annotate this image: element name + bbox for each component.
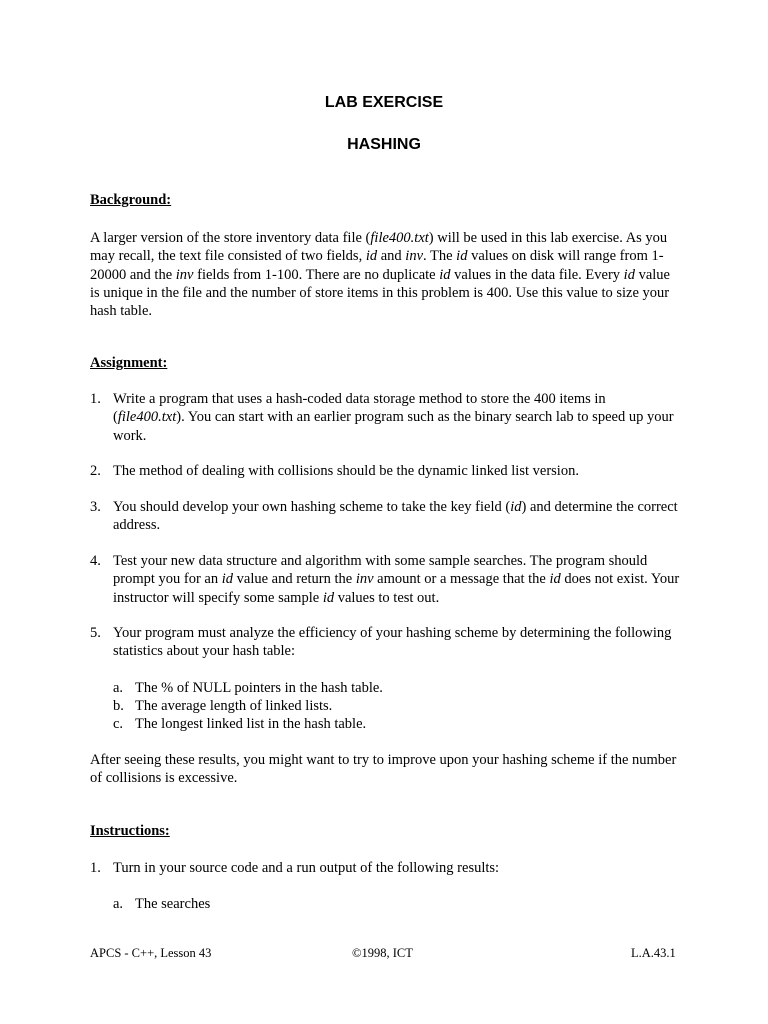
- sub-item-letter: b.: [113, 698, 124, 714]
- assignment-item-1: [90, 390, 680, 445]
- item-text: Your program must analyze the efficiency of your hashing scheme by determining the following statistics about your hash table:: [113, 625, 672, 660]
- item-text: Write a program that uses a hash-coded data storage method to store the 400 items in (file400.txt). You can start with an earlier program such as the binary search lab to speed up your work.: [113, 391, 674, 444]
- sub-item-text: The searches: [135, 896, 211, 912]
- item-text: Turn in your source code and a run output of the following results:: [113, 860, 500, 876]
- instructions-sub-a: [113, 895, 673, 913]
- background-paragraph: A larger version of the store inventory data file (file400.txt) will be used in this lab exercise. As you may recall, the text file consisted of two fields, id and inv. The id values on disk will range from 1-20000 and the inv fields from 1-100. There are no duplicate id values in the data file. Every id value is unique in the file and the number of store items in this problem is 400. Use this value to size your hash table.: [90, 230, 670, 320]
- sub-item-text: The % of NULL pointers in the hash table.: [135, 680, 383, 696]
- item-text: You should develop your own hashing scheme to take the key field (id) and determine the correct address.: [113, 499, 678, 534]
- assignment-heading: Assignment:: [90, 355, 168, 371]
- stat-item-b: [113, 697, 673, 715]
- stat-item-c: [113, 715, 673, 733]
- stat-item-a: [113, 679, 673, 697]
- item-number: 2.: [90, 463, 101, 479]
- item-text: The method of dealing with collisions should be the dynamic linked list version.: [113, 463, 579, 479]
- assignment-item-2: [90, 462, 680, 480]
- item-number: 4.: [90, 553, 101, 569]
- item-number: 3.: [90, 499, 101, 515]
- footer-copyright: ©1998, ICT: [352, 946, 413, 960]
- sub-item-letter: c.: [113, 716, 124, 732]
- assignment-closing: After seeing these results, you might want to try to improve upon your hashing scheme if the number of collisions is excessive.: [90, 752, 677, 787]
- sub-item-text: The longest linked list in the hash table.: [135, 716, 367, 732]
- sub-item-letter: a.: [113, 680, 124, 696]
- assignment-item-3: [90, 498, 680, 535]
- item-number: 1.: [90, 391, 101, 407]
- item-number: 5.: [90, 625, 101, 641]
- assignment-item-5: [90, 624, 680, 661]
- item-text: Test your new data structure and algorithm with some sample searches. The program should prompt you for an id value and return the inv amount or a message that the id does not exist. Your instructor will specify some sample id values to test out.: [113, 553, 680, 606]
- footer-page-id: L.A.43.1: [631, 946, 676, 960]
- background-heading: Background:: [90, 192, 172, 208]
- instructions-heading: Instructions:: [90, 823, 170, 839]
- sub-item-text: The average length of linked lists.: [135, 698, 333, 714]
- sub-item-letter: a.: [113, 896, 124, 912]
- item-number: 1.: [90, 860, 101, 876]
- page-title: LAB EXERCISE: [324, 94, 444, 111]
- instructions-item-1: [90, 859, 680, 877]
- assignment-item-4: [90, 552, 680, 607]
- page-subtitle: HASHING: [347, 136, 421, 153]
- footer-course: APCS - C++, Lesson 43: [90, 946, 212, 960]
